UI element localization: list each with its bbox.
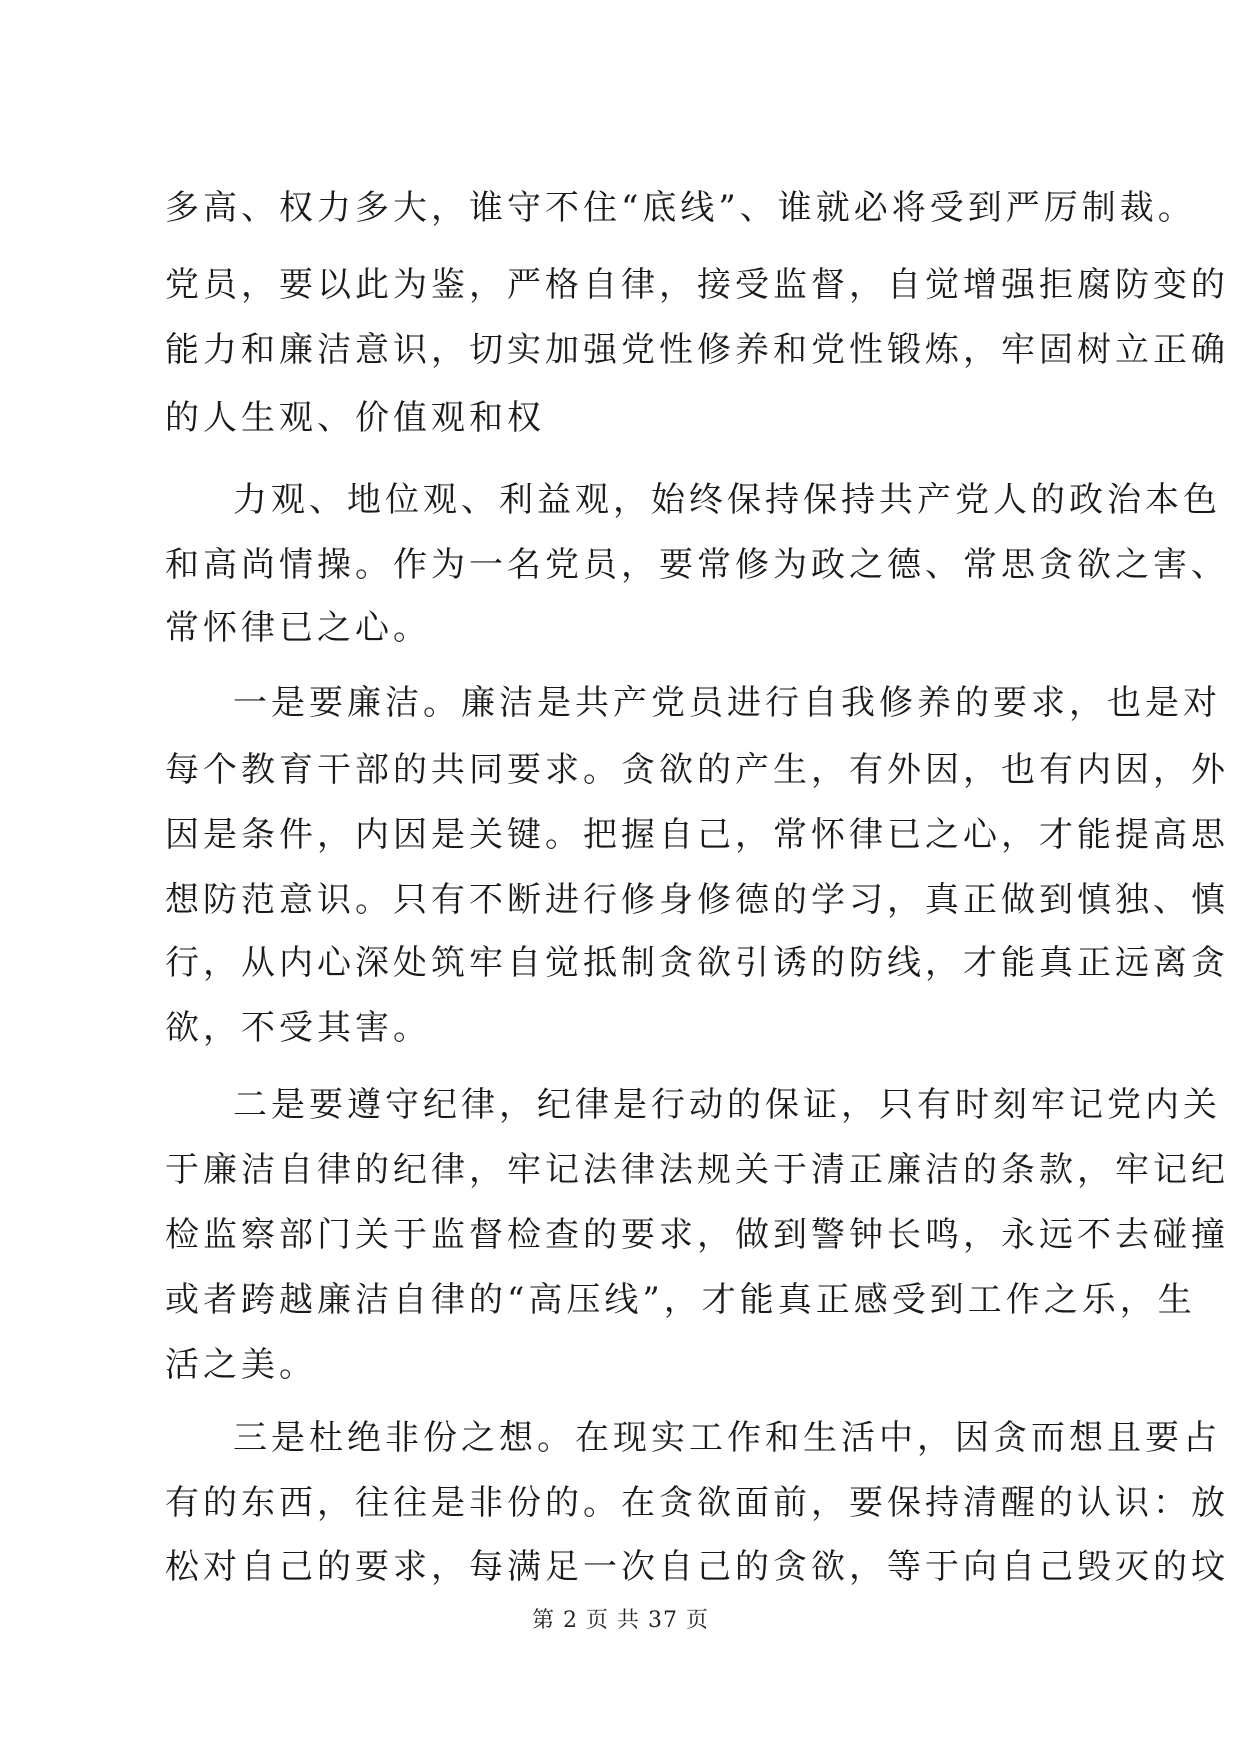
text-line: 于廉洁自律的纪律，牢记法律法规关于清正廉洁的条款，牢记纪 — [165, 1150, 1229, 1190]
text-line: 每个教育干部的共同要求。贪欲的产生，有外因，也有内因，外 — [165, 750, 1229, 790]
text-line: 检监察部门关于监督检查的要求，做到警钟长鸣，永远不去碰撞 — [165, 1215, 1229, 1255]
paragraph-start-line: 三是杜绝非份之想。在现实工作和生活中，因贪而想且要占 — [233, 1418, 1221, 1458]
paragraph-start-line: 一是要廉洁。廉洁是共产党员进行自我修养的要求，也是对 — [233, 683, 1221, 723]
paragraph-start-line: 二是要遵守纪律，纪律是行动的保证，只有时刻牢记党内关 — [233, 1085, 1221, 1125]
text-line: 有的东西，往往是非份的。在贪欲面前，要保持清醒的认识：放 — [165, 1483, 1229, 1523]
text-line: 多高、权力多大，谁守不住“底线”、谁就必将受到严厉制裁。 — [165, 188, 1196, 228]
text-line: 因是条件，内因是关键。把握自己，常怀律已之心，才能提高思 — [165, 815, 1229, 855]
text-line: 的人生观、价值观和权 — [165, 398, 545, 438]
text-line: 想防范意识。只有不断进行修身修德的学习，真正做到慎独、慎 — [165, 880, 1229, 920]
text-line: 松对自己的要求，每满足一次自己的贪欲，等于向自己毁灭的坟 — [165, 1547, 1229, 1587]
paragraph-start-line: 力观、地位观、利益观，始终保持保持共产党人的政治本色 — [233, 480, 1221, 520]
text-line: 和高尚情操。作为一名党员，要常修为政之德、常思贪欲之害、 — [165, 545, 1229, 585]
text-line: 或者跨越廉洁自律的“高压线”，才能真正感受到工作之乐，生 — [165, 1280, 1196, 1320]
text-line: 欲，不受其害。 — [165, 1008, 431, 1048]
page-number-footer: 第 2 页 共 37 页 — [532, 1608, 709, 1633]
text-line: 活之美。 — [165, 1345, 317, 1385]
text-line: 党员，要以此为鉴，严格自律，接受监督，自觉增强拒腐防变的 — [165, 265, 1229, 305]
text-line: 常怀律已之心。 — [165, 608, 431, 648]
text-line: 能力和廉洁意识，切实加强党性修养和党性锻炼，牢固树立正确 — [165, 330, 1229, 370]
text-line: 行，从内心深处筑牢自觉抵制贪欲引诱的防线，才能真正远离贪 — [165, 943, 1229, 983]
